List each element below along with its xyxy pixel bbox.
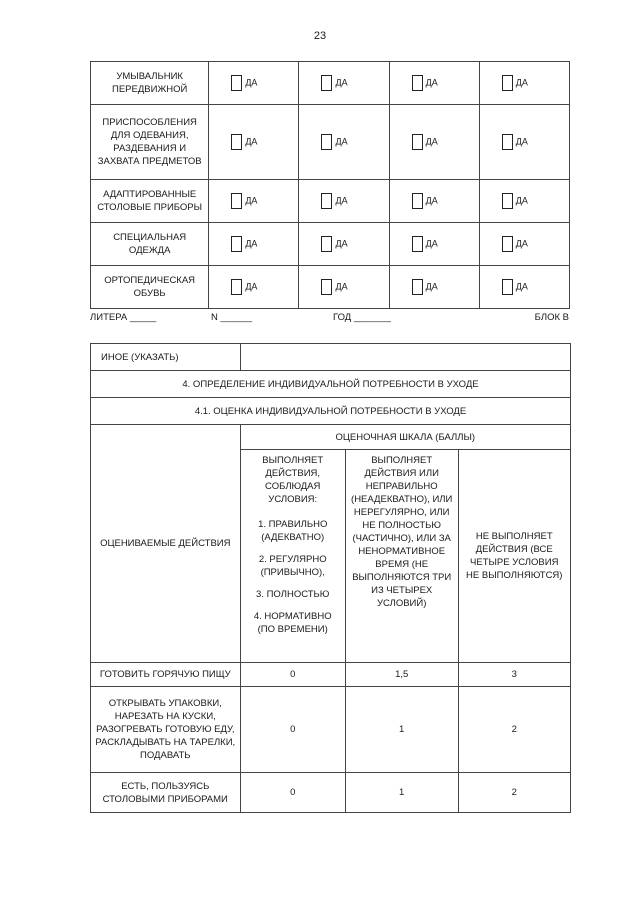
device-option-cell xyxy=(209,105,299,180)
assessment-row xyxy=(91,773,571,813)
device-option-cell xyxy=(389,266,479,309)
checkbox[interactable] xyxy=(321,193,332,209)
checkbox[interactable] xyxy=(412,134,423,150)
checkbox[interactable] xyxy=(502,236,513,252)
condition-4: 4. НОРМАТИВНО (ПО ВРЕМЕНИ) xyxy=(253,611,332,635)
device-option-cell xyxy=(479,266,569,309)
checkbox-label: ДА xyxy=(245,281,258,292)
score-cell: 1 xyxy=(345,773,458,813)
checkbox[interactable] xyxy=(321,75,332,91)
number-field: N ______ xyxy=(211,312,253,323)
device-option-cell xyxy=(209,223,299,266)
device-option-cell xyxy=(299,180,389,223)
checkbox-label: ДА xyxy=(245,136,258,147)
page-number: 23 xyxy=(313,30,327,42)
checkbox[interactable] xyxy=(412,279,423,295)
litera-field: ЛИТЕРА _____ xyxy=(90,312,157,323)
score-cell: 0 xyxy=(240,773,345,813)
score-max-text: НЕ ВЫПОЛНЯЕТ ДЕЙСТВИЯ (ВСЕ ЧЕТЫРЕ УСЛОВИЯ НЕ ВЫПОЛНЯЮТСЯ) xyxy=(466,531,563,581)
device-label: ПРИСПОСОБЛЕНИЯ ДЛЯ ОДЕВАНИЯ, РАЗДЕВАНИЯ И ЗАХВАТА ПРЕДМЕТОВ xyxy=(91,105,209,180)
assessment-row xyxy=(91,663,571,687)
checkbox[interactable] xyxy=(502,193,513,209)
device-label: УМЫВАЛЬНИК ПЕРЕДВИЖНОЙ xyxy=(91,62,209,105)
device-option-cell xyxy=(389,223,479,266)
device-option-cell xyxy=(389,105,479,180)
actions-header: ОЦЕНИВАЕМЫЕ ДЕЙСТВИЯ xyxy=(91,425,241,663)
action-label: ГОТОВИТЬ ГОРЯЧУЮ ПИЩУ xyxy=(91,663,241,687)
checkbox[interactable] xyxy=(321,134,332,150)
checkbox[interactable] xyxy=(231,75,242,91)
checkbox-label: ДА xyxy=(425,136,438,147)
checkbox[interactable] xyxy=(412,236,423,252)
checkbox-label: ДА xyxy=(515,136,528,147)
checkbox-label: ДА xyxy=(515,195,528,206)
action-label: ОТКРЫВАТЬ УПАКОВКИ, НАРЕЗАТЬ НА КУСКИ, РАЗОГРЕВАТЬ ГОТОВУЮ ЕДУ, РАСКЛАДЫВАТЬ НА ТАРЕЛКИ, ПОДАВАТЬ xyxy=(91,687,241,773)
checkbox[interactable] xyxy=(321,236,332,252)
score-cell: 0 xyxy=(240,687,345,773)
year-field: ГОД _______ xyxy=(333,312,391,323)
device-option-cell xyxy=(209,62,299,105)
checkbox[interactable] xyxy=(321,279,332,295)
device-option-cell xyxy=(209,180,299,223)
score-max-criteria xyxy=(458,450,571,663)
section-title: 4. ОПРЕДЕЛЕНИЕ ИНДИВИДУАЛЬНОЙ ПОТРЕБНОСТИ В УХОДЕ xyxy=(91,371,571,398)
device-row xyxy=(91,105,570,180)
checkbox[interactable] xyxy=(231,236,242,252)
checkbox-label: ДА xyxy=(425,77,438,88)
checkbox-label: ДА xyxy=(335,77,348,88)
score-0-intro: ВЫПОЛНЯЕТ ДЕЙСТВИЯ, СОБЛЮДАЯ УСЛОВИЯ: xyxy=(262,455,324,505)
other-specify-label: ИНОЕ (УКАЗАТЬ) xyxy=(91,344,241,371)
device-row xyxy=(91,180,570,223)
checkbox[interactable] xyxy=(502,279,513,295)
checkbox-label: ДА xyxy=(515,77,528,88)
checkbox-label: ДА xyxy=(335,195,348,206)
score-partial-criteria xyxy=(345,450,458,663)
scale-header: ОЦЕНОЧНАЯ ШКАЛА (БАЛЛЫ) xyxy=(240,425,570,450)
device-option-cell xyxy=(479,180,569,223)
device-option-cell xyxy=(299,266,389,309)
checkbox-label: ДА xyxy=(245,238,258,249)
condition-3: 3. ПОЛНОСТЬЮ xyxy=(256,589,330,600)
device-option-cell xyxy=(209,266,299,309)
checkbox-label: ДА xyxy=(425,238,438,249)
condition-2: 2. РЕГУЛЯРНО (ПРИВЫЧНО), xyxy=(258,554,327,578)
subsection-title: 4.1. ОЦЕНКА ИНДИВИДУАЛЬНОЙ ПОТРЕБНОСТИ В УХОДЕ xyxy=(91,398,571,425)
checkbox-label: ДА xyxy=(335,281,348,292)
device-option-cell xyxy=(299,223,389,266)
device-option-cell xyxy=(479,105,569,180)
checkbox[interactable] xyxy=(412,193,423,209)
device-row xyxy=(91,223,570,266)
condition-1: 1. ПРАВИЛЬНО (АДЕКВАТНО) xyxy=(258,519,328,543)
checkbox-label: ДА xyxy=(515,238,528,249)
checkbox[interactable] xyxy=(231,193,242,209)
checkbox-label: ДА xyxy=(425,195,438,206)
checkbox[interactable] xyxy=(412,75,423,91)
device-option-cell xyxy=(479,62,569,105)
checkbox[interactable] xyxy=(502,134,513,150)
device-label: ОРТОПЕДИЧЕСКАЯ ОБУВЬ xyxy=(91,266,209,309)
device-label: АДАПТИРОВАННЫЕ СТОЛОВЫЕ ПРИБОРЫ xyxy=(91,180,209,223)
device-option-cell xyxy=(389,62,479,105)
device-row xyxy=(91,266,570,309)
checkbox[interactable] xyxy=(502,75,513,91)
score-cell: 2 xyxy=(458,773,571,813)
score-0-criteria xyxy=(240,450,345,663)
device-row xyxy=(91,62,570,105)
score-cell: 1,5 xyxy=(345,663,458,687)
care-needs-assessment-table xyxy=(90,343,571,813)
assessment-row xyxy=(91,687,571,773)
checkbox-label: ДА xyxy=(245,77,258,88)
checkbox-label: ДА xyxy=(245,195,258,206)
assistive-devices-table xyxy=(90,61,570,309)
device-option-cell xyxy=(479,223,569,266)
score-partial-text: ВЫПОЛНЯЕТ ДЕЙСТВИЯ ИЛИ НЕПРАВИЛЬНО (НЕАДЕКВАТНО), ИЛИ НЕРЕГУЛЯРНО, ИЛИ НЕ ПОЛНОСТЬЮ (ЧАСТИЧНО), ИЛИ ЗА НЕНОРМАТИВНОЕ ВРЕМЯ (НЕ ВЫПОЛНЯЮТСЯ ТРИ ИЗ ЧЕТЫРЕХ УСЛОВИЙ) xyxy=(351,455,453,609)
device-option-cell xyxy=(389,180,479,223)
device-option-cell xyxy=(299,62,389,105)
device-label: СПЕЦИАЛЬНАЯ ОДЕЖДА xyxy=(91,223,209,266)
action-label: ЕСТЬ, ПОЛЬЗУЯСЬ СТОЛОВЫМИ ПРИБОРАМИ xyxy=(91,773,241,813)
score-cell: 1 xyxy=(345,687,458,773)
device-option-cell xyxy=(299,105,389,180)
score-cell: 0 xyxy=(240,663,345,687)
checkbox-label: ДА xyxy=(515,281,528,292)
block-label: БЛОК В xyxy=(534,312,569,323)
checkbox[interactable] xyxy=(231,279,242,295)
other-specify-field[interactable] xyxy=(240,344,570,371)
checkbox-label: ДА xyxy=(335,136,348,147)
checkbox-label: ДА xyxy=(425,281,438,292)
score-cell: 2 xyxy=(458,687,571,773)
checkbox-label: ДА xyxy=(335,238,348,249)
checkbox[interactable] xyxy=(231,134,242,150)
score-cell: 3 xyxy=(458,663,571,687)
